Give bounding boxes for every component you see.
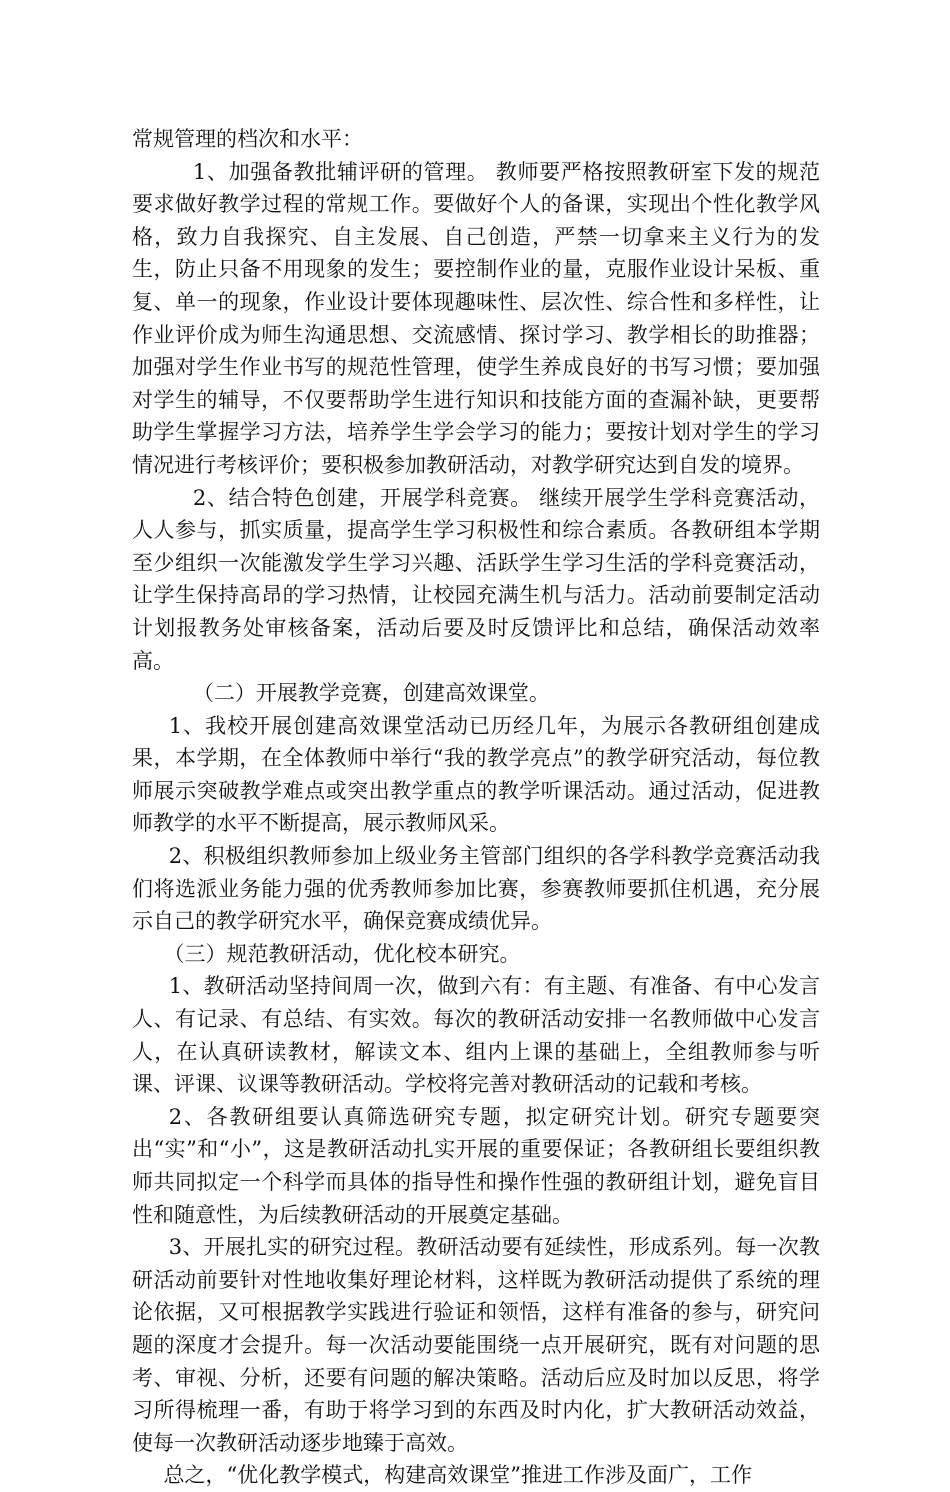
- paragraph-item-2-1: 1、我校开展创建高效课堂活动已历经几年，为展示各教研组创建成果，本学期，在全体教师中举行“我的教学亮点”的教学研究活动，每位教师展示突破教学难点或突出教学重点的教学听课活动。通过活动，促进教师教学的水平不断提高，展示教师风采。: [132, 713, 820, 836]
- paragraph-intro: 常规管理的档次和水平：: [132, 127, 363, 151]
- section-heading-3: （三）规范教研活动，优化校本研究。: [163, 941, 521, 966]
- paragraph-item-2-2: 2、积极组织教师参加上级业务主管部门组织的各学科教学竞赛活动我们将选派业务能力强的优秀教师参加比赛，参赛教师要抓住机遇，充分展示自己的教学研究水平，确保竞赛成绩优异。: [132, 844, 820, 934]
- paragraph-item-3-3: 3、开展扎实的研究过程。教研活动要有延续性，形成系列。每一次教研活动前要针对性地收集好理论材料，这样既为教研活动提供了系统的理论依据，又可根据教学实践进行验证和领悟，这样有准备的参与，研究问题的深度才会提升。每一次活动要能围绕一点开展研究，既有对问题的思考、审视、分析，还要有问题的解决策略。活动后应及时加以反思，将学习所得梳理一番，有助于将学习到的东西及时内化，扩大教研活动效益，使每一次教研活动逐步地臻于高效。: [132, 1235, 820, 1455]
- paragraph-conclusion: 总之，“优化教学模式，构建高效课堂”推进工作涉及面广，工作: [163, 1463, 752, 1488]
- paragraph-item-3-2: 2、各教研组要认真筛选研究专题，拟定研究计划。研究专题要突出“实”和“小”，这是教研活动扎实开展的重要保证；各教研组长要组织教师共同拟定一个科学而具体的指导性和操作性强的教研组计划，避免盲目性和随意性，为后续教研活动的开展奠定基础。: [132, 1104, 820, 1227]
- paragraph-item-1-2: 2、结合特色创建，开展学科竞赛。 继续开展学生学科竞赛活动，人人参与，抓实质量，提高学生学习积极性和综合素质。各教研组本学期至少组织一次能激发学生学习兴趣、活跃学生学习生活的学科竞赛活动，让学生保持高昂的学习热情，让校园充满生机与活力。活动前要制定活动计划报教务处审核备案，活动后要及时反馈评比和总结，确保活动效率高。: [132, 485, 820, 673]
- paragraph-item-3-1: 1、教研活动坚持间周一次，做到六有：有主题、有准备、有中心发言人、有记录、有总结、有实效。每次的教研活动安排一名教师做中心发言人，在认真研读教材，解读文本、组内上课的基础上，全组教师参与听课、评课、议课等教研活动。学校将完善对教研活动的记载和考核。: [132, 974, 820, 1097]
- paragraph-item-1-1: 1、加强备教批辅评研的管理。 教师要严格按照教研室下发的规范要求做好教学过程的常规工作。要做好个人的备课，实现出个性化教学风格，致力自我探究、自主发展、自己创造，严禁一切拿来主义行为的发生，防止只备不用现象的发生；要控制作业的量，克服作业设计呆板、重复、单一的现象，作业设计要体现趣味性、层次性、综合性和多样性，让作业评价成为师生沟通思想、交流感情、探讨学习、教学相长的助推器；加强对学生作业书写的规范性管理，使学生养成良好的书写习惯；要加强对学生的辅导，不仅要帮助学生进行知识和技能方面的查漏补缺，更要帮助学生掌握学习方法，培养学生学会学习的能力；要按计划对学生的学习情况进行考核评价；要积极参加教研活动，对教学研究达到自发的境界。: [132, 159, 820, 477]
- section-heading-2: （二）开展教学竞赛，创建高效课堂。: [192, 681, 550, 706]
- document-body: [132, 123, 820, 1492]
